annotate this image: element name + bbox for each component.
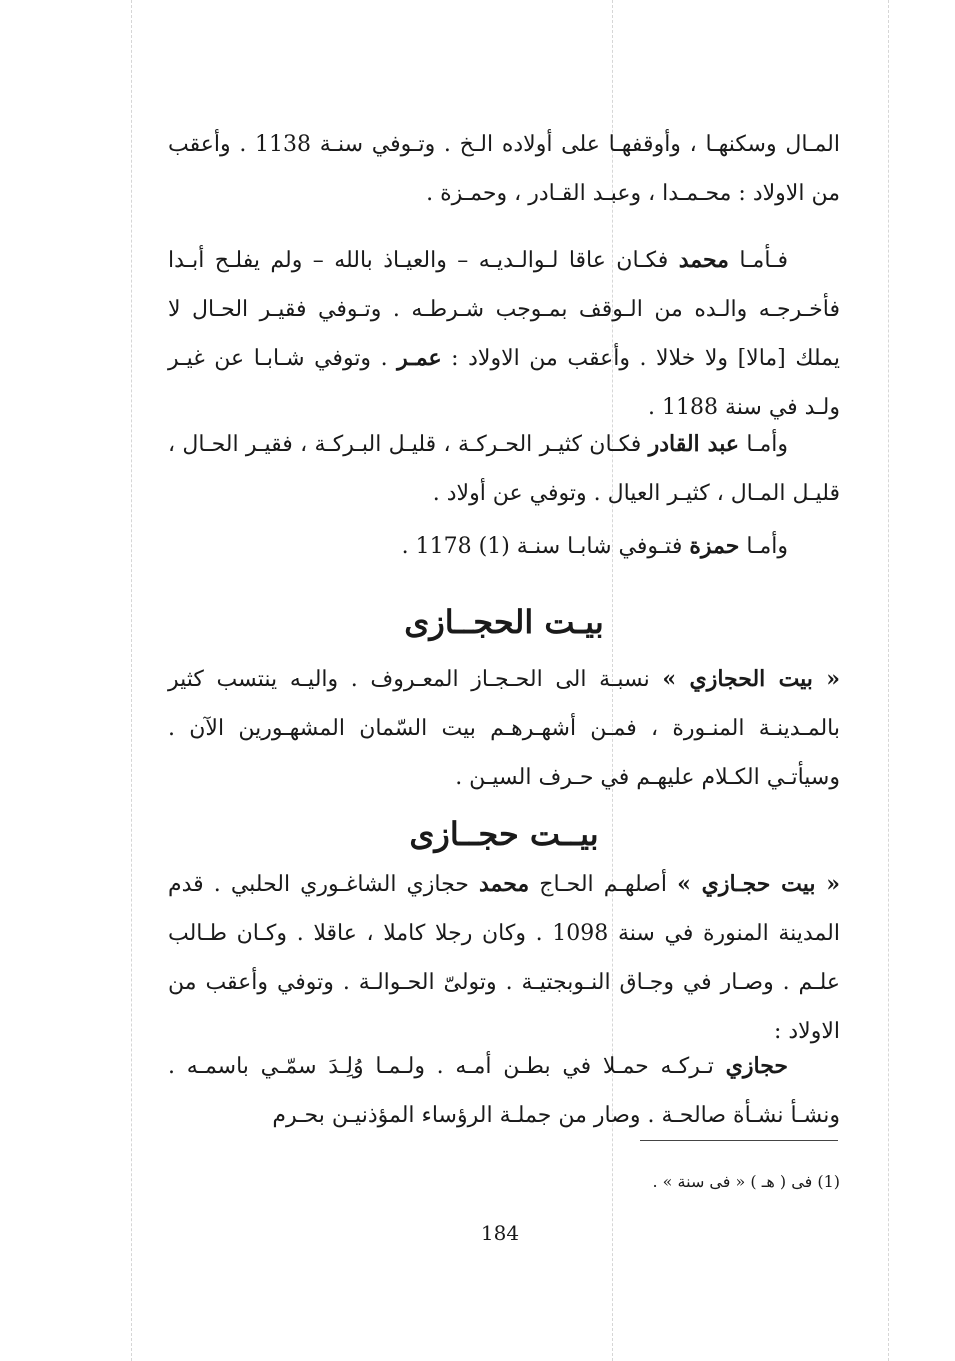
- paragraph-hijazi: [168, 1042, 840, 1140]
- scan-guide-line: [131, 0, 132, 1361]
- paragraph-bayt-al-hijazi: [168, 655, 840, 802]
- paragraph-abd-al-qadir: [168, 420, 840, 518]
- paragraph-text: وأمـا: [739, 534, 788, 559]
- paragraph-text: أصلهـم الحـاج: [529, 872, 678, 897]
- section-heading: بيــت حجــازى: [409, 815, 599, 853]
- paragraph-muhammad: [168, 236, 840, 432]
- footnote: (1) فى ( هـ ) « فى سنة » .: [652, 1172, 840, 1191]
- bold-name: عبد القادر: [648, 431, 739, 457]
- paragraph-text: وأمـا: [738, 432, 788, 457]
- paragraph-text: فتـوفي شابـا سنـة (1) 1178 .: [401, 534, 690, 559]
- bold-name: محمد: [478, 871, 530, 897]
- paragraph-bayt-hijazi: [168, 860, 840, 1056]
- bold-name: عمـر: [397, 345, 442, 371]
- bold-name: حجازي: [725, 1053, 788, 1079]
- page-number: 184: [480, 1221, 520, 1245]
- paragraph-text: حجازي الشاغـوري الحلبي . قدم المدينة المنورة في سنة 1098 . وكان رجلا كاملا ، عاقلا . وكـان طـالب علـم . وصـار في وجـاق النـوبجتيـة . وتولىّ الحـوالـة . وتوفي وأعقب من الاولاد :: [168, 872, 840, 1044]
- paragraph-estate: [168, 120, 840, 218]
- paragraph-text: فكـان كثيـر الحـركـة ، قليـل البـركـة ، فقيـر الحـال ، قليـل المـال ، كثيـر العيال . وتوفي عن أولاد .: [168, 432, 840, 506]
- bold-name: حمزة: [689, 533, 740, 559]
- scan-guide-line: [888, 0, 889, 1361]
- footnote-divider: [640, 1140, 838, 1141]
- paragraph-text: نسبـة الى الحـجـاز المعـروف . واليـه ينتسب كثير بالمـدينـة المنـورة ، فمـن أشهـرهـم بيت السّمان المشهـورين الآن . وسيأتـي الكـلام عليهـم في حـرف السيـن .: [168, 667, 840, 790]
- paragraph-hamza: [168, 522, 840, 571]
- paragraph-text: . وتوفي شـابـا عن غيـر ولـد في سنة 1188 .: [168, 346, 840, 420]
- bold-name: « بيت الحجازي »: [662, 666, 841, 692]
- paragraph-text: فكـان عاقا لـوالـديـه – والعيـاذ بالله – ولم يفلـح أبـدا فأخـرجـه والـده من الـوقف بمـوجب شـرطـه . وتـوفي فقيـر الحـال لا يملك [مالا] ولا خلالا . وأعقب من الاولاد :: [168, 248, 840, 371]
- paragraph-text: المـال وسكنهـا ، وأوقفهـا على أولاده الـخ . وتـوفي سنـة 1138 . وأعقب من الاولاد : محـمـدا ، وعبـد القـادر ، وحمـزة .: [168, 132, 840, 206]
- paragraph-text: فـأمـا: [728, 248, 789, 273]
- paragraph-text: تـركـه حمـلا في بطـن أمـه . ولـمـا وُلِـدَ سمّـي باسمـه . ونشـأ نشـأة صالحـة . وصار من جملـة الرؤساء المؤذنيـن بحـرم: [168, 1054, 840, 1128]
- bold-name: محمد: [678, 247, 729, 273]
- bold-name: « بيت حجـازي »: [677, 871, 840, 897]
- section-heading: بيـت الحجــازى: [404, 603, 604, 641]
